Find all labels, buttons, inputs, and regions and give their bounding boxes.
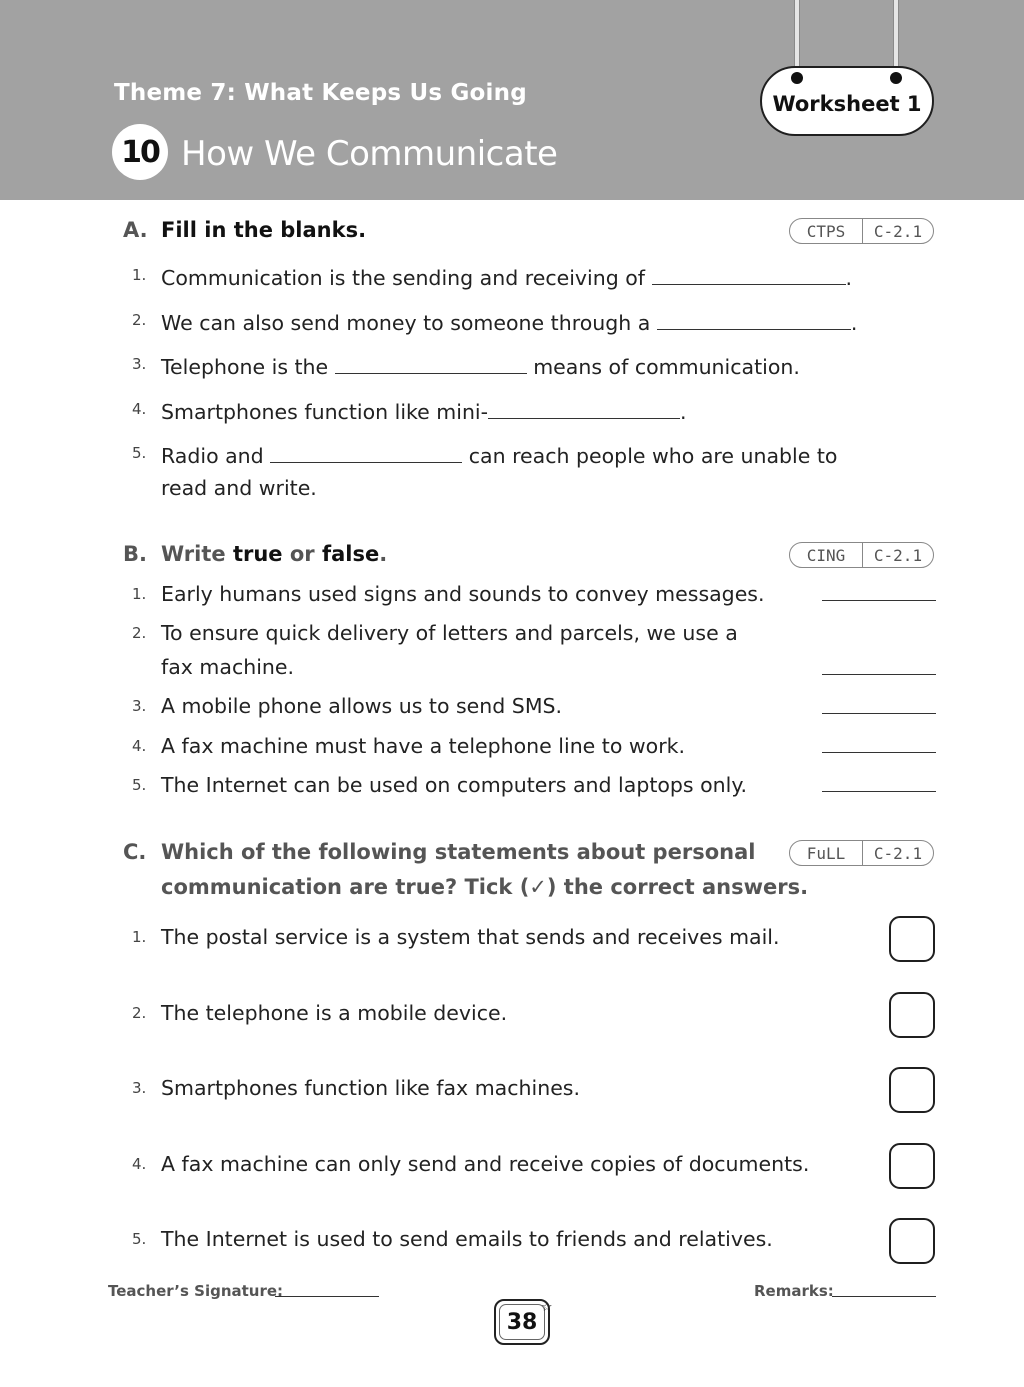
- question-number: 2.: [132, 1004, 147, 1022]
- tick-box-1[interactable]: [889, 916, 935, 962]
- chapter-number-badge: [112, 124, 168, 180]
- section-a-title: Fill in the blanks.: [161, 218, 367, 242]
- tf-answer-line-2[interactable]: [822, 674, 936, 675]
- answer-blank[interactable]: [488, 392, 680, 419]
- question-text-end: .: [845, 266, 853, 290]
- question-text: We can also send money to someone through a: [161, 311, 657, 335]
- hanging-string-right: [893, 0, 899, 76]
- tick-box-2[interactable]: [889, 992, 935, 1038]
- answer-blank[interactable]: [652, 258, 846, 285]
- page-number: 38: [506, 1309, 538, 1335]
- section-c-heading: [123, 835, 755, 870]
- question-text: fax machine.: [161, 655, 295, 679]
- curriculum-code: C-2.1: [873, 545, 923, 565]
- section-b-letter: B.: [123, 542, 147, 566]
- question-number: 5.: [132, 776, 147, 794]
- answer-blank[interactable]: [335, 347, 527, 374]
- question-text: A fax machine can only send and receive copies of documents.: [161, 1152, 810, 1176]
- curriculum-code: C-2.1: [873, 221, 923, 241]
- question-text: read and write.: [161, 476, 317, 500]
- remarks-label: Remarks:: [754, 1282, 834, 1300]
- remarks-line[interactable]: [832, 1296, 936, 1297]
- page-header: [0, 0, 1024, 200]
- tf-answer-line-1[interactable]: [822, 600, 936, 601]
- tick-box-3[interactable]: [889, 1067, 935, 1113]
- tick-box-5[interactable]: [889, 1218, 935, 1264]
- tag-hole-right: [890, 72, 902, 84]
- section-b-skill-badge: [789, 542, 934, 568]
- tf-answer-line-5[interactable]: [822, 791, 936, 792]
- question-text: Radio and: [161, 444, 271, 468]
- section-b-title-false: false: [321, 542, 380, 566]
- curriculum-code: C-2.1: [873, 843, 923, 863]
- question-text: Smartphones function like fax machines.: [161, 1076, 580, 1100]
- section-c-title-line-1: Which of the following statements about personal: [161, 840, 756, 864]
- section-a-heading: [123, 213, 366, 248]
- question-number: 1.: [132, 266, 147, 284]
- section-c-letter: C.: [123, 840, 147, 864]
- tag-hole-left: [791, 72, 803, 84]
- question-text: Communication is the sending and receiving of: [161, 266, 652, 290]
- section-b-title-true: true: [232, 542, 283, 566]
- question-number: 4.: [132, 737, 147, 755]
- theme-title: Theme 7: What Keeps Us Going: [114, 80, 527, 106]
- question-number: 4.: [132, 400, 147, 418]
- chapter-title: How We Communicate: [181, 134, 558, 174]
- answer-blank[interactable]: [657, 303, 851, 330]
- answer-blank[interactable]: [270, 436, 462, 463]
- question-text-end: can reach people who are unable to: [462, 444, 838, 468]
- chapter-number: 10: [121, 134, 159, 170]
- question-number: 1.: [132, 585, 147, 603]
- question-text: Smartphones function like mini-: [161, 400, 489, 424]
- question-text-end: .: [680, 400, 687, 424]
- section-a-letter: A.: [123, 218, 148, 242]
- question-number: 3.: [132, 355, 147, 373]
- section-a-skill-badge: [789, 218, 934, 244]
- skill-code: FuLL: [790, 841, 863, 865]
- question-text: A mobile phone allows us to send SMS.: [161, 694, 563, 718]
- star-icon: ☆: [541, 1300, 553, 1315]
- question-text: A fax machine must have a telephone line to work.: [161, 734, 686, 758]
- question-number: 3.: [132, 697, 147, 715]
- question-number: 4.: [132, 1155, 147, 1173]
- question-text: The postal service is a system that sends and receives mail.: [161, 925, 780, 949]
- question-number: 2.: [132, 624, 147, 642]
- teacher-signature-label: Teacher’s Signature:: [108, 1282, 284, 1300]
- question-number: 1.: [132, 928, 147, 946]
- teacher-signature-line[interactable]: [275, 1296, 379, 1297]
- question-text: Early humans used signs and sounds to convey messages.: [161, 582, 765, 606]
- section-b-title-or: or: [282, 542, 322, 566]
- tf-answer-line-3[interactable]: [822, 713, 936, 714]
- question-number: 3.: [132, 1079, 147, 1097]
- skill-code: CTPS: [790, 219, 863, 243]
- section-b-title-prefix: Write: [161, 542, 233, 566]
- worksheet-tag: [760, 66, 934, 136]
- section-c-title-line-2: communication are true? Tick (✓) the correct answers.: [161, 875, 809, 899]
- question-text: The Internet is used to send emails to friends and relatives.: [161, 1227, 773, 1251]
- tf-answer-line-4[interactable]: [822, 752, 936, 753]
- question-text: Telephone is the: [161, 355, 335, 379]
- question-number: 2.: [132, 311, 147, 329]
- section-c-heading-line-2: [161, 870, 808, 905]
- question-text: The Internet can be used on computers and laptops only.: [161, 773, 748, 797]
- section-b-title-suffix: .: [379, 542, 388, 566]
- worksheet-label: Worksheet 1: [772, 92, 922, 116]
- tick-box-4[interactable]: [889, 1143, 935, 1189]
- question-text-end: .: [850, 311, 858, 335]
- section-b-heading: [123, 537, 387, 572]
- question-text-end: means of communication.: [526, 355, 800, 379]
- skill-code: CING: [790, 543, 863, 567]
- hanging-string-left: [794, 0, 800, 76]
- question-text: The telephone is a mobile device.: [161, 1001, 508, 1025]
- question-text: To ensure quick delivery of letters and parcels, we use a: [161, 621, 738, 645]
- question-number: 5.: [132, 1230, 147, 1248]
- section-c-skill-badge: [789, 840, 934, 866]
- question-number: 5.: [132, 444, 147, 462]
